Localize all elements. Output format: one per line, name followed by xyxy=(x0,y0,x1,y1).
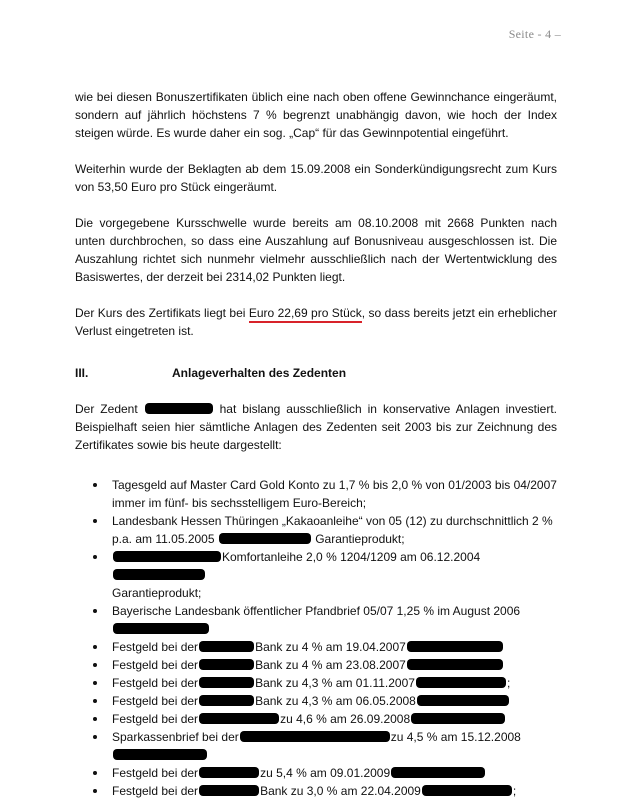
list-item xyxy=(75,476,557,512)
list-item-text: Festgeld bei der xyxy=(112,694,199,708)
redaction-bar xyxy=(407,641,503,652)
redaction-bar xyxy=(199,677,254,688)
list-item-text: Tagesgeld auf Master Card Gold Konto zu 1,7 % bis 2,0 % von 01/2003 bis 04/2007 immer im fünf- bis sechsstelligem Euro-Bereich; xyxy=(112,478,557,510)
list-item xyxy=(75,728,557,764)
list-item xyxy=(75,548,557,602)
list-item-text: Bank zu 4 % am 23.08.2007 xyxy=(255,658,406,672)
list-item-text: Sparkassenbrief bei der xyxy=(112,730,239,744)
section-number: III. xyxy=(75,366,89,380)
zedent-text-after: hat bislang ausschließlich in konservative Anlagen investiert. Beispielhaft seien hier sämtliche Anlagen des Zedenten seit 2003 bis zur Zeichnung des Zertifikates sowie bis heute dargestellt: xyxy=(75,402,557,452)
kurs-text-before: Der Kurs des Zertifikats liegt bei xyxy=(75,306,249,320)
list-item xyxy=(75,782,557,800)
redaction-bar xyxy=(240,731,390,742)
list-item-text: ; xyxy=(506,676,511,690)
list-item xyxy=(75,602,557,638)
list-item-text: zu 5,4 % am 09.01.2009 xyxy=(260,766,391,780)
redaction-bar xyxy=(199,713,279,724)
redaction-bar xyxy=(391,767,485,778)
section-heading xyxy=(75,364,557,382)
list-item xyxy=(75,692,557,710)
kurs-highlight: Euro 22,69 pro Stück xyxy=(249,306,362,323)
redaction-bar xyxy=(199,641,254,652)
list-item xyxy=(75,674,557,692)
page-number: Seite - 4 – xyxy=(508,27,561,41)
list-item xyxy=(75,512,557,548)
list-item-text: Festgeld bei der xyxy=(112,784,199,798)
paragraph-kursschwelle: Die vorgegebene Kursschwelle wurde bereits am 08.10.2008 mit 2668 Punkten nach unten durchbrochen, so dass eine Auszahlung auf Bonusniveau ausgeschlossen ist. Die Auszahlung richtet sich nunmehr vielmehr ausschließlich nach der Wertentwicklung des Basiswertes, der derzeit bei 2314,02 Punkten liegt. xyxy=(75,216,557,284)
redaction-bar xyxy=(199,695,254,706)
kurs-text-after: , so dass bereits jetzt ein erheblicher Verlust eingetreten ist. xyxy=(75,306,558,338)
list-item-text: Bayerische Landesbank öffentlicher Pfandbrief 05/07 1,25 % im August 2006 xyxy=(112,604,521,618)
list-item-text: Festgeld bei der xyxy=(112,658,199,672)
list-item-text: Festgeld bei der xyxy=(112,712,199,726)
redaction-bar xyxy=(417,695,509,706)
list-item xyxy=(75,710,557,728)
list-item-text: Bank zu 4,3 % am 06.05.2008 xyxy=(255,694,416,708)
document-body xyxy=(75,88,557,800)
list-item-text: Garantieprodukt; xyxy=(112,586,202,600)
redaction-bar xyxy=(199,659,254,670)
paragraph-cap: wie bei diesen Bonuszertifikaten üblich eine nach oben offene Gewinnchance eingeräumt, sondern auf jährlich höchstens 7 % begrenzt unabhängig davon, wie hoch der Index steigen würde. Es wurde daher ein sog. „Cap“ für das Gewinnpotential eingeführt. xyxy=(75,90,557,140)
list-item-text: Festgeld bei der xyxy=(112,676,199,690)
redaction-bar xyxy=(411,713,505,724)
list-item-text: Komfortanleihe 2,0 % 1204/1209 am 06.12.2004 xyxy=(222,550,481,564)
list-item-text: Garantieprodukt; xyxy=(311,532,405,546)
section-title: Anlageverhalten des Zedenten xyxy=(172,366,347,380)
redaction-bar xyxy=(422,785,512,796)
redaction-bar xyxy=(113,623,209,634)
list-item-text: Bank zu 4 % am 19.04.2007 xyxy=(255,640,406,654)
list-item xyxy=(75,638,557,656)
list-item-text: zu 4,5 % am 15.12.2008 xyxy=(390,730,521,744)
list-item-text: Festgeld bei der xyxy=(112,640,199,654)
redaction-bar xyxy=(113,569,205,580)
paragraph-kuendigungsrecht: Weiterhin wurde der Beklagten ab dem 15.09.2008 ein Sonderkündigungsrecht zum Kurs von 53,50 Euro pro Stück eingeräumt. xyxy=(75,162,557,194)
zedent-text-before: Der Zedent xyxy=(75,402,144,416)
list-item-text: Landesbank Hessen Thüringen „Kakaoanleihe“ von 05 (12) zu durchschnittlich 2 % p.a. am 11.05.2005 xyxy=(112,514,553,546)
list-item-text: Bank zu 4,3 % am 01.11.2007 xyxy=(255,676,415,690)
list-item-text: ; xyxy=(512,784,517,798)
redaction-bar xyxy=(113,749,207,760)
redaction-bar xyxy=(199,785,259,796)
redaction-bar xyxy=(407,659,503,670)
list-item-text: Festgeld bei der xyxy=(112,766,199,780)
list-item xyxy=(75,656,557,674)
list-item xyxy=(75,764,557,782)
redaction-bar xyxy=(416,677,506,688)
paragraph-kurs xyxy=(75,304,557,340)
redaction-bar xyxy=(199,767,259,778)
list-item-text: zu 4,6 % am 26.09.2008 xyxy=(280,712,411,726)
redaction-bar xyxy=(219,533,311,544)
list-item-text: Bank zu 3,0 % am 22.04.2009 xyxy=(260,784,421,798)
paragraph-anlageverhalten xyxy=(75,400,557,454)
redaction-bar xyxy=(113,551,221,562)
investment-list xyxy=(75,476,557,800)
redaction-bar xyxy=(145,403,213,414)
